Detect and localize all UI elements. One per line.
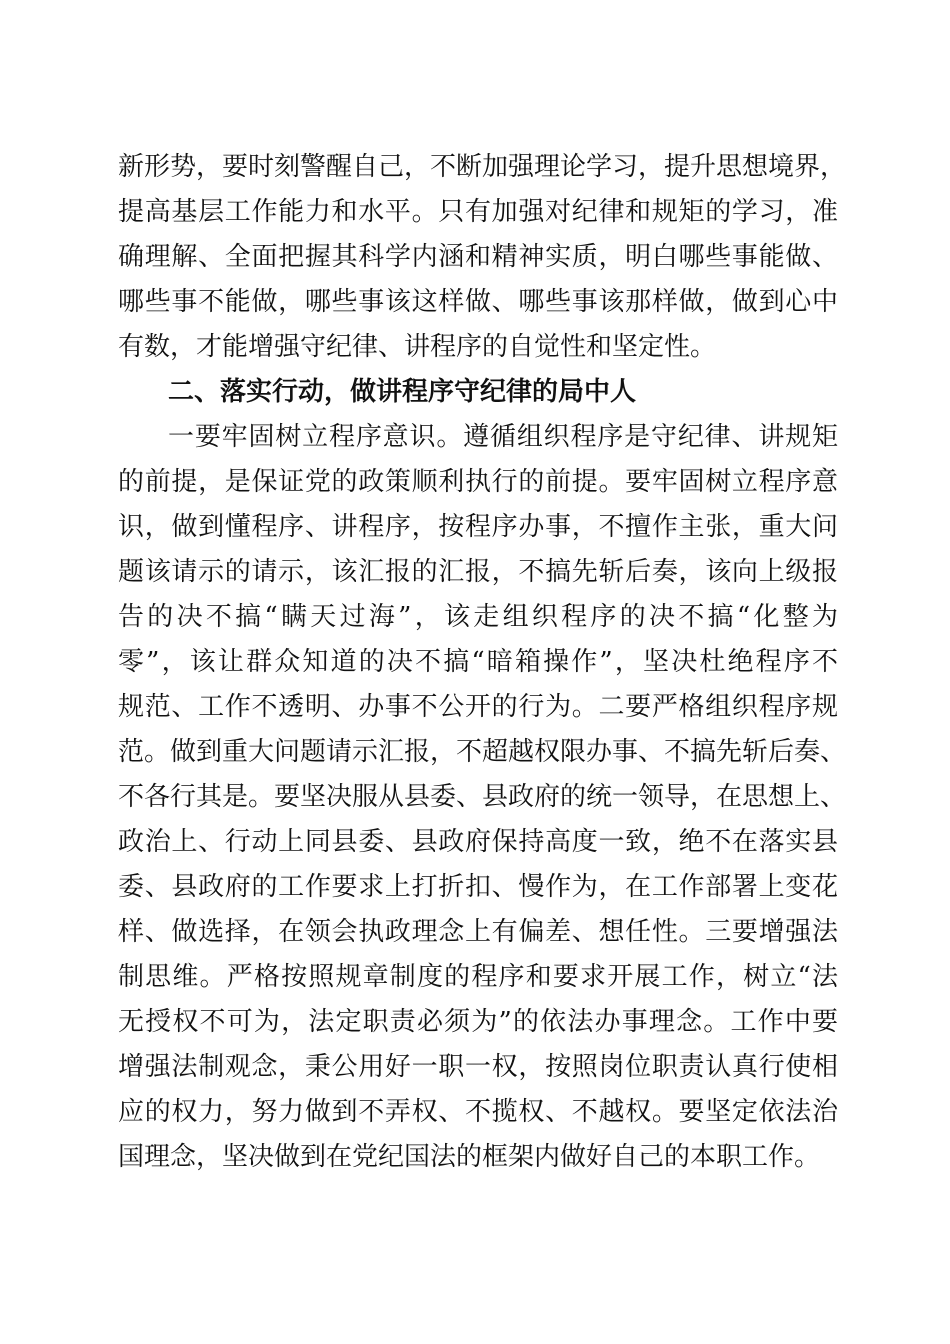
paragraph-line: 告的决不搞“瞒天过海”，该走组织程序的决不搞“化整为 [118, 602, 838, 632]
paragraph-line: 不各行其是。要坚决服从县委、县政府的统一领导，在思想上、 [118, 782, 847, 812]
paragraph-line: 一要牢固树立程序意识。遵循组织程序是守纪律、讲规矩 [168, 422, 838, 452]
paragraph-line: 有数，才能增强守纪律、讲程序的自觉性和坚定性。 [118, 332, 717, 362]
paragraph-line: 委、县政府的工作要求上打折扣、慢作为，在工作部署上变花 [118, 872, 838, 902]
paragraph-line: 的前提，是保证党的政策顺利执行的前提。要牢固树立程序意 [118, 467, 838, 497]
paragraph-line: 政治上、行动上同县委、县政府保持高度一致，绝不在落实县 [118, 827, 838, 857]
paragraph-line: 确理解、全面把握其科学内涵和精神实质，明白哪些事能做、 [118, 242, 838, 272]
paragraph-line: 提高基层工作能力和水平。只有加强对纪律和规矩的学习，准 [118, 197, 838, 227]
paragraph-line: 题该请示的请示，该汇报的汇报，不搞先斩后奏，该向上级报 [118, 557, 838, 587]
paragraph-line: 应的权力，努力做到不弄权、不揽权、不越权。要坚定依法治 [118, 1097, 838, 1127]
paragraph-line: 增强法制观念，秉公用好一职一权，按照岗位职责认真行使相 [118, 1052, 838, 1082]
paragraph-line: 识，做到懂程序、讲程序，按程序办事，不擅作主张，重大问 [118, 512, 838, 542]
paragraph-line: 样、做选择，在领会执政理念上有偏差、想任性。三要增强法 [118, 917, 838, 947]
paragraph-line: 制思维。严格按照规章制度的程序和要求开展工作，树立“法 [118, 962, 838, 992]
paragraph-line: 零”，该让群众知道的决不搞“暗箱操作”，坚决杜绝程序不 [118, 647, 838, 677]
paragraph-line: 哪些事不能做，哪些事该这样做、哪些事该那样做，做到心中 [118, 287, 838, 317]
section-heading: 二、落实行动，做讲程序守纪律的局中人 [168, 377, 637, 407]
paragraph-line: 新形势，要时刻警醒自己，不断加强理论学习，提升思想境界， [118, 152, 847, 182]
paragraph-line: 规范、工作不透明、办事不公开的行为。二要严格组织程序规 [118, 692, 838, 722]
paragraph-line: 国理念，坚决做到在党纪国法的框架内做好自己的本职工作。 [118, 1142, 821, 1172]
paragraph-line: 无授权不可为，法定职责必须为”的依法办事理念。工作中要 [118, 1007, 838, 1037]
paragraph-line: 范。做到重大问题请示汇报，不超越权限办事、不搞先斩后奏、 [118, 737, 847, 767]
